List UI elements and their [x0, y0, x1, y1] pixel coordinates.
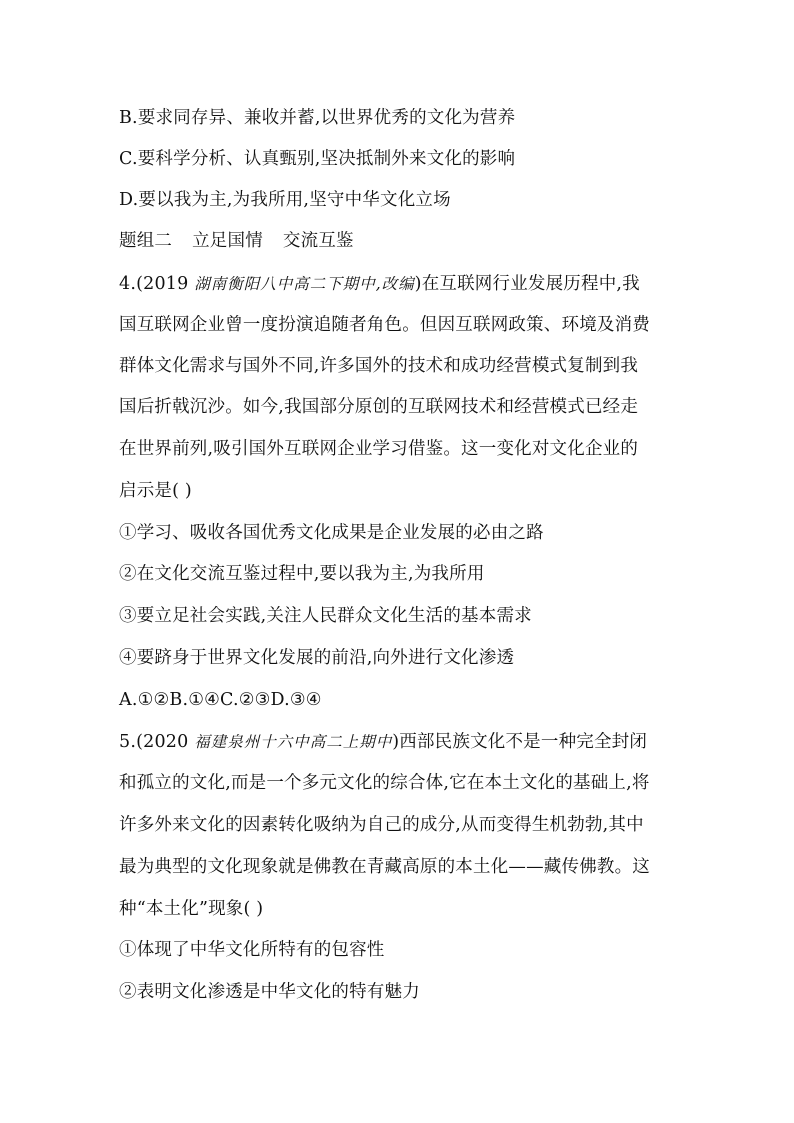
q5-source: 福建泉州十六中高二上期中 [194, 733, 393, 751]
group-heading [119, 229, 354, 253]
q5-number: 5.(2020 [119, 732, 195, 752]
q5-line3: 许多外来文化的因素转化吸纳为自己的成分,从而变得生机勃勃,其中 [119, 815, 644, 835]
q5-line4: 最为典型的文化现象就是佛教在青藏高原的本土化——藏传佛教。这 [119, 857, 650, 877]
q4-line1 [119, 272, 640, 296]
q5-source-close: ) [392, 732, 400, 752]
option-b: B.要求同存异、兼收并蓄,以世界优秀的文化为营养 [119, 108, 516, 128]
q4-item4: ④要跻身于世界文化发展的前沿,向外进行文化渗透 [119, 648, 515, 668]
q5-line5: 种“本土化”现象( ) [119, 899, 264, 919]
q4-line5: 在世界前列,吸引国外互联网企业学习借鉴。这一变化对文化企业的 [119, 439, 639, 459]
q4-line2: 国互联网企业曾一度扮演追随者角色。但因互联网政策、环境及消费 [119, 315, 650, 335]
q4-item2: ②在文化交流互鉴过程中,要以我为主,为我所用 [119, 564, 485, 584]
q4-line1-text: 在互联网行业发展历程中,我 [421, 274, 640, 294]
group-part2: 交流互鉴 [282, 231, 354, 251]
group-part1: 立足国情 [192, 231, 263, 251]
q5-line1-text: 西部民族文化不是一种完全封闭 [399, 732, 648, 752]
q5-line1 [119, 730, 647, 754]
q4-answers: A.①②B.①④C.②③D.③④ [119, 690, 322, 710]
q4-item1: ①学习、吸收各国优秀文化成果是企业发展的必由之路 [119, 523, 544, 543]
q4-item3: ③要立足社会实践,关注人民群众文化生活的基本需求 [119, 606, 532, 626]
q4-source: 湖南衡阳八中高二下期中,改编 [194, 275, 415, 293]
q5-item1: ①体现了中华文化所特有的包容性 [119, 940, 385, 960]
q4-line4: 国后折戟沉沙。如今,我国部分原创的互联网技术和经营模式已经走 [119, 397, 639, 417]
q5-line2: 和孤立的文化,而是一个多元文化的综合体,它在本土文化的基础上,将 [119, 773, 650, 793]
q5-item2: ②表明文化渗透是中华文化的特有魅力 [119, 982, 420, 1002]
q4-line6: 启示是( ) [119, 481, 192, 501]
q4-line3: 群体文化需求与国外不同,许多国外的技术和成功经营模式复制到我 [119, 356, 639, 376]
option-c: C.要科学分析、认真甄别,坚决抵制外来文化的影响 [119, 149, 516, 169]
q4-source-close: ) [414, 274, 422, 294]
group-label: 题组二 [119, 231, 173, 251]
q4-number: 4.(2019 [119, 274, 195, 294]
option-d: D.要以我为主,为我所用,坚守中华文化立场 [119, 190, 451, 210]
